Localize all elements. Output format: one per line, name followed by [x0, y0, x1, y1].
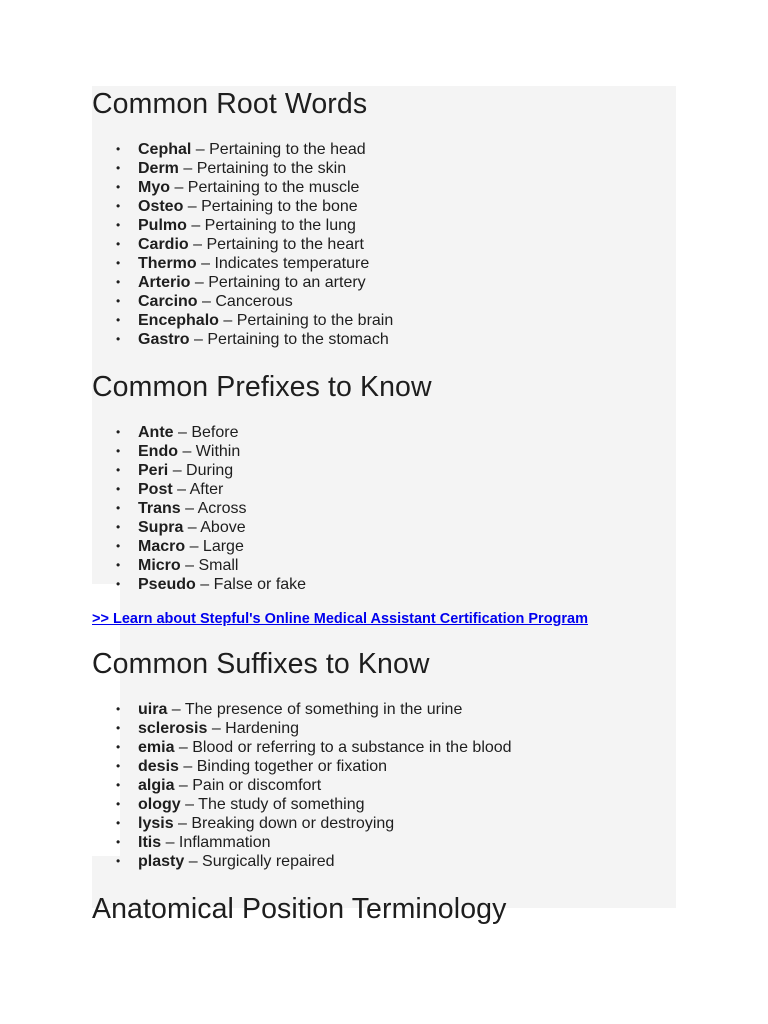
- list-item: [92, 556, 692, 575]
- bullet-icon: •: [116, 759, 121, 773]
- bullet-icon: •: [116, 520, 121, 534]
- term-label: Cephal: [138, 141, 192, 158]
- list-item: [92, 518, 692, 537]
- list-item: [92, 833, 692, 852]
- term-label: Encephalo: [138, 312, 219, 329]
- term-definition: – Large: [185, 538, 244, 555]
- term-definition: – Indicates temperature: [196, 255, 370, 272]
- term-label: Pseudo: [138, 576, 196, 593]
- term-label: Endo: [138, 443, 178, 460]
- list-item: [92, 700, 692, 719]
- list-item: [92, 776, 692, 795]
- bullet-icon: •: [116, 180, 121, 194]
- term-label: Ante: [138, 424, 174, 441]
- bullet-icon: •: [116, 237, 121, 251]
- bullet-icon: •: [116, 835, 121, 849]
- term-label: emia: [138, 739, 175, 756]
- list-item: [92, 311, 692, 330]
- bullet-icon: •: [116, 797, 121, 811]
- list-item: [92, 814, 692, 833]
- bullet-icon: •: [116, 778, 121, 792]
- list-item: [92, 292, 692, 311]
- term-definition: – After: [172, 481, 224, 498]
- term-definition: – Pertaining to the muscle: [170, 179, 360, 196]
- bullet-icon: •: [116, 294, 121, 308]
- term-label: algia: [138, 777, 175, 794]
- term-definition: – False or fake: [195, 576, 307, 593]
- list-item: [92, 795, 692, 814]
- term-definition: – Across: [180, 500, 247, 517]
- bullet-icon: •: [116, 577, 121, 591]
- term-definition: – Pertaining to the stomach: [189, 331, 389, 348]
- term-definition: – Pertaining to the lung: [186, 217, 356, 234]
- list-item: [92, 499, 692, 518]
- term-label: Trans: [138, 500, 181, 517]
- term-label: uira: [138, 701, 168, 718]
- list-item: [92, 216, 692, 235]
- list-item: [92, 330, 692, 349]
- bullet-icon: •: [116, 740, 121, 754]
- bullet-icon: •: [116, 313, 121, 327]
- list-item: [92, 537, 692, 556]
- suffixes-list: [92, 700, 692, 871]
- bullet-icon: •: [116, 142, 121, 156]
- list-item: [92, 235, 692, 254]
- term-label: Itis: [138, 834, 162, 851]
- bullet-icon: •: [116, 558, 121, 572]
- term-label: Cardio: [138, 236, 189, 253]
- term-label: Post: [138, 481, 173, 498]
- list-item: [92, 461, 692, 480]
- bullet-icon: •: [116, 332, 121, 346]
- list-item: [92, 442, 692, 461]
- term-definition: – Above: [183, 519, 246, 536]
- term-label: ology: [138, 796, 181, 813]
- bullet-icon: •: [116, 425, 121, 439]
- term-definition: – Pertaining to the brain: [218, 312, 394, 329]
- term-label: lysis: [138, 815, 174, 832]
- term-definition: – Breaking down or destroying: [173, 815, 395, 832]
- term-label: Carcino: [138, 293, 198, 310]
- term-label: sclerosis: [138, 720, 208, 737]
- list-item: [92, 480, 692, 499]
- bullet-icon: •: [116, 816, 121, 830]
- list-item: [92, 719, 692, 738]
- term-definition: – Pertaining to the bone: [183, 198, 358, 215]
- prefixes-list: [92, 423, 692, 594]
- term-definition: – Pertaining to the skin: [178, 160, 347, 177]
- term-label: Thermo: [138, 255, 197, 272]
- term-definition: – Small: [180, 557, 239, 574]
- bullet-icon: •: [116, 854, 121, 868]
- term-definition: – Hardening: [207, 720, 300, 737]
- list-item: [92, 178, 692, 197]
- term-definition: – Binding together or fixation: [178, 758, 388, 775]
- term-definition: – Blood or referring to a substance in the blood: [174, 739, 512, 756]
- certification-program-link[interactable]: >> Learn about Stepful's Online Medical Assistant Certification Program: [92, 611, 589, 627]
- heading-anatomical-position: Anatomical Position Terminology: [92, 893, 507, 925]
- bullet-icon: •: [116, 444, 121, 458]
- term-definition: – The study of something: [180, 796, 365, 813]
- bullet-icon: •: [116, 721, 121, 735]
- heading-suffixes: Common Suffixes to Know: [92, 648, 430, 680]
- article-content: [92, 86, 692, 927]
- bullet-icon: •: [116, 539, 121, 553]
- list-item: [92, 852, 692, 871]
- term-label: Arterio: [138, 274, 191, 291]
- term-definition: – Within: [178, 443, 241, 460]
- term-label: Myo: [138, 179, 170, 196]
- bullet-icon: •: [116, 199, 121, 213]
- bullet-icon: •: [116, 275, 121, 289]
- list-item: [92, 159, 692, 178]
- list-item: [92, 140, 692, 159]
- list-item: [92, 738, 692, 757]
- promo-link-container: [92, 610, 692, 628]
- term-definition: – Pertaining to an artery: [190, 274, 366, 291]
- bullet-icon: •: [116, 463, 121, 477]
- term-label: plasty: [138, 853, 185, 870]
- term-definition: – Before: [173, 424, 239, 441]
- bullet-icon: •: [116, 218, 121, 232]
- term-label: Macro: [138, 538, 186, 555]
- term-definition: – The presence of something in the urine: [167, 701, 463, 718]
- term-definition: – Inflammation: [161, 834, 271, 851]
- term-definition: – Cancerous: [197, 293, 293, 310]
- term-definition: – Pertaining to the head: [191, 141, 366, 158]
- bullet-icon: •: [116, 501, 121, 515]
- term-label: Supra: [138, 519, 184, 536]
- term-label: Micro: [138, 557, 181, 574]
- term-definition: – Surgically repaired: [184, 853, 335, 870]
- bullet-icon: •: [116, 161, 121, 175]
- term-definition: – During: [168, 462, 234, 479]
- root-words-list: [92, 140, 692, 349]
- list-item: [92, 254, 692, 273]
- list-item: [92, 197, 692, 216]
- term-label: Peri: [138, 462, 169, 479]
- term-label: Pulmo: [138, 217, 187, 234]
- heading-root-words: Common Root Words: [92, 88, 368, 120]
- term-label: Derm: [138, 160, 179, 177]
- bullet-icon: •: [116, 702, 121, 716]
- list-item: [92, 273, 692, 292]
- term-label: Gastro: [138, 331, 190, 348]
- term-label: Osteo: [138, 198, 184, 215]
- heading-prefixes: Common Prefixes to Know: [92, 371, 432, 403]
- list-item: [92, 575, 692, 594]
- term-label: desis: [138, 758, 179, 775]
- bullet-icon: •: [116, 256, 121, 270]
- list-item: [92, 757, 692, 776]
- term-definition: – Pain or discomfort: [174, 777, 322, 794]
- list-item: [92, 423, 692, 442]
- term-definition: – Pertaining to the heart: [188, 236, 364, 253]
- bullet-icon: •: [116, 482, 121, 496]
